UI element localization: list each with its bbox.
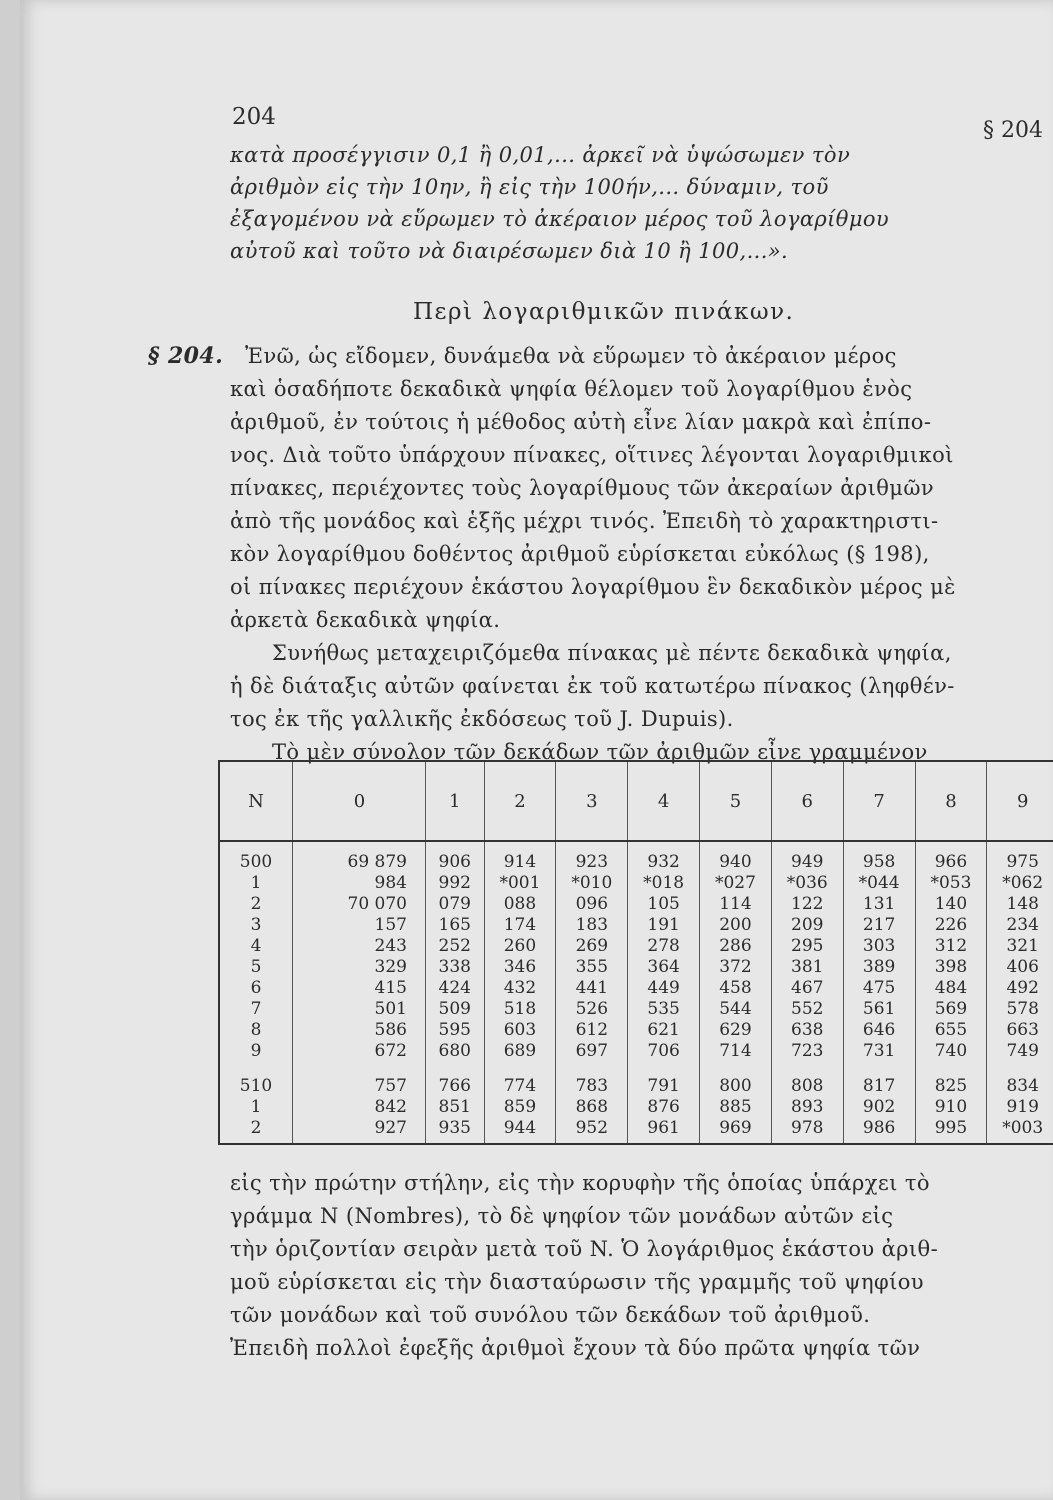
table-cell: 260 bbox=[484, 936, 556, 957]
table-cell: 910 bbox=[915, 1097, 987, 1118]
table-cell: 226 bbox=[915, 915, 987, 936]
table-row bbox=[219, 1041, 1053, 1062]
section-number: § 204. bbox=[148, 343, 224, 369]
table-cell: 697 bbox=[556, 1041, 628, 1062]
table-cell: 286 bbox=[700, 936, 772, 957]
table-cell: 766 bbox=[426, 1062, 485, 1097]
table-cell: 995 bbox=[915, 1118, 987, 1144]
table-cell: 851 bbox=[426, 1097, 485, 1118]
table-cell: 70 070 bbox=[293, 894, 426, 915]
table-cell: 131 bbox=[843, 894, 915, 915]
table-cell: 552 bbox=[771, 999, 843, 1020]
table-cell: 914 bbox=[484, 841, 556, 873]
table-cell: 157 bbox=[293, 915, 426, 936]
table-cell: 295 bbox=[771, 936, 843, 957]
row-label-cell: 4 bbox=[219, 936, 293, 957]
table-cell: 381 bbox=[771, 957, 843, 978]
column-header: 2 bbox=[484, 761, 556, 841]
table-cell: 885 bbox=[700, 1097, 772, 1118]
table-cell: 986 bbox=[843, 1118, 915, 1144]
table-cell: 586 bbox=[293, 1020, 426, 1041]
paragraph-line: κὸν λογαρίθμου δοθέντος ἀριθμοῦ εὑρίσκεται εὐκόλως (§ 198), bbox=[230, 542, 930, 566]
table-cell: 321 bbox=[987, 936, 1053, 957]
table-cell: 174 bbox=[484, 915, 556, 936]
table-cell: 646 bbox=[843, 1020, 915, 1041]
table-cell: 638 bbox=[771, 1020, 843, 1041]
paragraph-line: § 204. Ἐνῶ, ὡς εἴδομεν, δυνάμεθα νὰ εὕρωμεν τὸ ἀκέραιον μέρος bbox=[148, 343, 897, 369]
paragraph-line: ἀρκετὰ δεκαδικὰ ψηφία. bbox=[230, 608, 501, 632]
intro-line: ἀριθμὸν εἰς τὴν 10ην, ἢ εἰς τὴν 100ήν,... δύναμιν, τοῦ bbox=[230, 175, 829, 199]
intro-line: ἐξαγομένου νὰ εὕρωμεν τὸ ἀκέραιον μέρος τοῦ λογαρίθμου bbox=[230, 207, 890, 231]
paragraph-line: Συνήθως μεταχειριζόμεθα πίνακας μὲ πέντε δεκαδικὰ ψηφία, bbox=[272, 641, 952, 665]
table-cell: 346 bbox=[484, 957, 556, 978]
section-heading: Περὶ λογαριθμικῶν πινάκων. bbox=[413, 299, 795, 325]
paragraph-line: γράμμα N (Nombres), τὸ δὲ ψηφίον τῶν μονάδων αὐτῶν εἰς bbox=[230, 1204, 894, 1228]
paragraph-line: τος ἐκ τῆς γαλλικῆς ἐκδόσεως τοῦ J. Dupuis). bbox=[230, 707, 734, 731]
table-cell: 269 bbox=[556, 936, 628, 957]
table-cell: *044 bbox=[843, 873, 915, 894]
table-cell: 69 879 bbox=[293, 841, 426, 873]
table-row bbox=[219, 894, 1053, 915]
table-cell: 312 bbox=[915, 936, 987, 957]
logarithm-table bbox=[218, 760, 1053, 1145]
table-cell: 364 bbox=[628, 957, 700, 978]
column-header: 9 bbox=[987, 761, 1053, 841]
table-cell: 629 bbox=[700, 1020, 772, 1041]
row-label-cell: 1 bbox=[219, 873, 293, 894]
column-header: 3 bbox=[556, 761, 628, 841]
table-cell: 595 bbox=[426, 1020, 485, 1041]
row-label-cell: 3 bbox=[219, 915, 293, 936]
table-row bbox=[219, 841, 1053, 873]
table-cell: 978 bbox=[771, 1118, 843, 1144]
column-header: 1 bbox=[426, 761, 485, 841]
table-cell: 834 bbox=[987, 1062, 1053, 1097]
table-cell: 940 bbox=[700, 841, 772, 873]
table-cell: 859 bbox=[484, 1097, 556, 1118]
table-cell: 475 bbox=[843, 978, 915, 999]
table-cell: *027 bbox=[700, 873, 772, 894]
table-cell: 923 bbox=[556, 841, 628, 873]
table-cell: 140 bbox=[915, 894, 987, 915]
table-cell: 432 bbox=[484, 978, 556, 999]
paragraph-line: τῶν μονάδων καὶ τοῦ συνόλου τῶν δεκάδων τοῦ ἀριθμοῦ. bbox=[230, 1303, 871, 1327]
row-label-cell: 6 bbox=[219, 978, 293, 999]
column-header: 6 bbox=[771, 761, 843, 841]
table-cell: 902 bbox=[843, 1097, 915, 1118]
table-cell: 774 bbox=[484, 1062, 556, 1097]
table-cell: *001 bbox=[484, 873, 556, 894]
table-cell: 518 bbox=[484, 999, 556, 1020]
table-cell: 492 bbox=[987, 978, 1053, 999]
table-cell: 544 bbox=[700, 999, 772, 1020]
table-cell: 740 bbox=[915, 1041, 987, 1062]
table-cell: 842 bbox=[293, 1097, 426, 1118]
table-cell: 200 bbox=[700, 915, 772, 936]
table-header-row bbox=[219, 761, 1053, 841]
table-cell: *036 bbox=[771, 873, 843, 894]
table-cell: 424 bbox=[426, 978, 485, 999]
table-cell: 303 bbox=[843, 936, 915, 957]
table-cell: 329 bbox=[293, 957, 426, 978]
table-cell: 714 bbox=[700, 1041, 772, 1062]
table-cell: 966 bbox=[915, 841, 987, 873]
table-cell: 935 bbox=[426, 1118, 485, 1144]
row-label-cell: 2 bbox=[219, 1118, 293, 1144]
column-header: 5 bbox=[700, 761, 772, 841]
table-cell: 603 bbox=[484, 1020, 556, 1041]
table-cell: 919 bbox=[987, 1097, 1053, 1118]
table-cell: 183 bbox=[556, 915, 628, 936]
table-cell: 389 bbox=[843, 957, 915, 978]
table-cell: 706 bbox=[628, 1041, 700, 1062]
row-label-cell: 5 bbox=[219, 957, 293, 978]
table-cell: 105 bbox=[628, 894, 700, 915]
table-cell: 578 bbox=[987, 999, 1053, 1020]
table-cell: 509 bbox=[426, 999, 485, 1020]
table-cell: 958 bbox=[843, 841, 915, 873]
table-cell: *018 bbox=[628, 873, 700, 894]
table-cell: 234 bbox=[987, 915, 1053, 936]
table-cell: 876 bbox=[628, 1097, 700, 1118]
table-cell: 484 bbox=[915, 978, 987, 999]
intro-line: αὐτοῦ καὶ τοῦτο νὰ διαιρέσωμεν διὰ 10 ἢ 100,...». bbox=[230, 239, 789, 263]
table-cell: 817 bbox=[843, 1062, 915, 1097]
table-row bbox=[219, 957, 1053, 978]
row-label-cell: 500 bbox=[219, 841, 293, 873]
table-cell: 415 bbox=[293, 978, 426, 999]
paragraph-line: ἡ δὲ διάταξις αὐτῶν φαίνεται ἐκ τοῦ κατωτέρω πίνακος (ληφθέν- bbox=[230, 674, 955, 698]
table-cell: *062 bbox=[987, 873, 1053, 894]
column-header: 8 bbox=[915, 761, 987, 841]
row-label-cell: 7 bbox=[219, 999, 293, 1020]
table-cell: *010 bbox=[556, 873, 628, 894]
table-cell: 621 bbox=[628, 1020, 700, 1041]
table-cell: 406 bbox=[987, 957, 1053, 978]
table-row bbox=[219, 936, 1053, 957]
table-row bbox=[219, 1062, 1053, 1097]
table-cell: 906 bbox=[426, 841, 485, 873]
table-cell: *003 bbox=[987, 1118, 1053, 1144]
page-number: 204 bbox=[232, 104, 276, 130]
table-cell: 655 bbox=[915, 1020, 987, 1041]
table-cell: 079 bbox=[426, 894, 485, 915]
paragraph-line: τὴν ὁριζοντίαν σειρὰν μετὰ τοῦ N. Ὁ λογάριθμος ἑκάστου ἀριθ- bbox=[230, 1237, 939, 1261]
paragraph-line: πίνακες, περιέχοντες τοὺς λογαρίθμους τῶν ἀκεραίων ἀριθμῶν bbox=[230, 476, 935, 500]
table-cell: 749 bbox=[987, 1041, 1053, 1062]
table-cell: 680 bbox=[426, 1041, 485, 1062]
table-cell: 944 bbox=[484, 1118, 556, 1144]
table-cell: 148 bbox=[987, 894, 1053, 915]
column-header: N bbox=[219, 761, 293, 841]
table-cell: 096 bbox=[556, 894, 628, 915]
table-cell: 932 bbox=[628, 841, 700, 873]
table-row bbox=[219, 978, 1053, 999]
table-cell: 952 bbox=[556, 1118, 628, 1144]
table-cell: 372 bbox=[700, 957, 772, 978]
intro-line: κατὰ προσέγγισιν 0,1 ἢ 0,01,... ἀρκεῖ νὰ ὑψώσωμεν τὸν bbox=[230, 143, 851, 167]
table-cell: 441 bbox=[556, 978, 628, 999]
table-cell: 984 bbox=[293, 873, 426, 894]
table-row bbox=[219, 999, 1053, 1020]
table-cell: 209 bbox=[771, 915, 843, 936]
section-reference: § 204 bbox=[983, 118, 1043, 143]
table-cell: 217 bbox=[843, 915, 915, 936]
table-row bbox=[219, 915, 1053, 936]
paragraph-line: νος. Διὰ τοῦτο ὑπάρχουν πίνακες, οἵτινες λέγονται λογαριθμικοὶ bbox=[230, 443, 954, 467]
table-cell: 800 bbox=[700, 1062, 772, 1097]
table-cell: 791 bbox=[628, 1062, 700, 1097]
paragraph-line: οἱ πίνακες περιέχουν ἑκάστου λογαρίθμου ἓν δεκαδικὸν μέρος μὲ bbox=[230, 575, 956, 599]
paragraph-line: Ἐπειδὴ πολλοὶ ἐφεξῆς ἀριθμοὶ ἔχουν τὰ δύο πρῶτα ψηφία τῶν bbox=[230, 1336, 921, 1360]
table-row bbox=[219, 1097, 1053, 1118]
table-cell: 961 bbox=[628, 1118, 700, 1144]
table-cell: 975 bbox=[987, 841, 1053, 873]
table-cell: 338 bbox=[426, 957, 485, 978]
row-label-cell: 510 bbox=[219, 1062, 293, 1097]
table-cell: 278 bbox=[628, 936, 700, 957]
table-cell: 672 bbox=[293, 1041, 426, 1062]
paragraph-line: μοῦ εὑρίσκεται εἰς τὴν διασταύρωσιν τῆς γραμμῆς τοῦ ψηφίου bbox=[230, 1270, 924, 1294]
table-cell: 731 bbox=[843, 1041, 915, 1062]
table-cell: 114 bbox=[700, 894, 772, 915]
table-cell: 467 bbox=[771, 978, 843, 999]
table-cell: 969 bbox=[700, 1118, 772, 1144]
paragraph-line: ἀπὸ τῆς μονάδος καὶ ἑξῆς μέχρι τινός. Ἐπειδὴ τὸ χαρακτηριστι- bbox=[230, 509, 939, 533]
table-cell: 526 bbox=[556, 999, 628, 1020]
table-cell: 355 bbox=[556, 957, 628, 978]
table-cell: 191 bbox=[628, 915, 700, 936]
table-cell: 663 bbox=[987, 1020, 1053, 1041]
table-cell: 992 bbox=[426, 873, 485, 894]
paragraph-line: ἀριθμοῦ, ἐν τούτοις ἡ μέθοδος αὐτὴ εἶνε λίαν μακρὰ καὶ ἐπίπο- bbox=[230, 410, 932, 434]
paragraph-line: καὶ ὁσαδήποτε δεκαδικὰ ψηφία θέλομεν τοῦ λογαρίθμου ἑνὸς bbox=[230, 377, 913, 401]
table-cell: 949 bbox=[771, 841, 843, 873]
table-row bbox=[219, 1020, 1053, 1041]
table-cell: 458 bbox=[700, 978, 772, 999]
column-header: 7 bbox=[843, 761, 915, 841]
table-body bbox=[219, 841, 1053, 1144]
table-cell: 825 bbox=[915, 1062, 987, 1097]
table-row bbox=[219, 1118, 1053, 1144]
table-cell: 808 bbox=[771, 1062, 843, 1097]
row-label-cell: 8 bbox=[219, 1020, 293, 1041]
paragraph-line: Τὸ μὲν σύνολον τῶν δεκάδων τῶν ἀριθμῶν εἶνε γραμμένον bbox=[272, 740, 928, 764]
row-label-cell: 1 bbox=[219, 1097, 293, 1118]
table-cell: 569 bbox=[915, 999, 987, 1020]
table-cell: 757 bbox=[293, 1062, 426, 1097]
row-label-cell: 2 bbox=[219, 894, 293, 915]
table-cell: 243 bbox=[293, 936, 426, 957]
table-row bbox=[219, 873, 1053, 894]
column-header: 4 bbox=[628, 761, 700, 841]
table-cell: 398 bbox=[915, 957, 987, 978]
table-cell: 783 bbox=[556, 1062, 628, 1097]
table-cell: 165 bbox=[426, 915, 485, 936]
table-cell: 122 bbox=[771, 894, 843, 915]
table-cell: *053 bbox=[915, 873, 987, 894]
column-header: 0 bbox=[293, 761, 426, 841]
table-cell: 689 bbox=[484, 1041, 556, 1062]
table-cell: 612 bbox=[556, 1020, 628, 1041]
row-label-cell: 9 bbox=[219, 1041, 293, 1062]
table-cell: 927 bbox=[293, 1118, 426, 1144]
paragraph-line: εἰς τὴν πρώτην στήλην, εἰς τὴν κορυφὴν τῆς ὁποίας ὑπάρχει τὸ bbox=[230, 1171, 930, 1195]
table-cell: 723 bbox=[771, 1041, 843, 1062]
table-cell: 501 bbox=[293, 999, 426, 1020]
table-cell: 868 bbox=[556, 1097, 628, 1118]
table-cell: 252 bbox=[426, 936, 485, 957]
table-cell: 535 bbox=[628, 999, 700, 1020]
table-cell: 449 bbox=[628, 978, 700, 999]
table-cell: 561 bbox=[843, 999, 915, 1020]
table-cell: 893 bbox=[771, 1097, 843, 1118]
table-cell: 088 bbox=[484, 894, 556, 915]
